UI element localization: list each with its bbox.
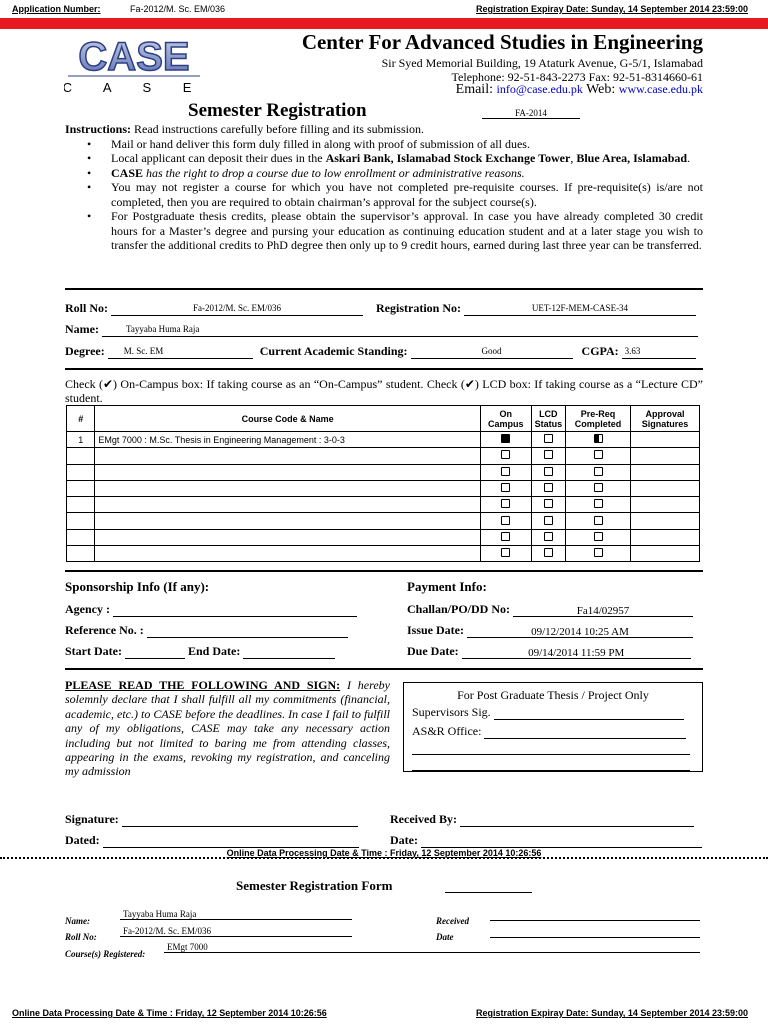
case-logo [64,34,204,96]
table-row [67,497,700,513]
row-prereq-cell [566,448,631,464]
row-approval[interactable] [630,546,699,562]
row-approval[interactable] [630,529,699,545]
name-value: Tayyaba Huma Raja [102,324,698,337]
top-bar [0,0,768,18]
received-row [390,812,694,827]
roll-value: Fa-2012/M. Sc. EM/036 [111,303,363,316]
received-label: Received By: [390,812,457,826]
issue-value: 09/12/2014 10:25 AM [467,626,693,638]
row-prereq-cell [566,513,631,529]
lcd-checkbox[interactable] [544,434,553,443]
row-approval[interactable] [630,497,699,513]
on-checkbox[interactable] [501,499,510,508]
row-prereq-cell [566,529,631,545]
instructions-intro: Read instructions carefully before filling and its submission. [134,122,424,136]
col-on-campus: On Campus [480,406,531,432]
cut-line [0,857,768,859]
footer-expiry: Registration Expiray Date: Sunday, 14 September 2014 23:59:00 [476,1008,748,1018]
signature-row [65,812,358,827]
col-number: # [67,406,95,432]
on-checkbox[interactable] [501,516,510,525]
challan-label: Challan/PO/DD No: [407,602,511,616]
on-checkbox[interactable] [501,434,510,443]
prereq-checkbox[interactable] [594,450,603,459]
lcd-checkbox[interactable] [544,516,553,525]
row-lcd-cell [531,448,565,464]
col-course: Course Code & Name [95,406,480,432]
row-on-cell [480,497,531,513]
row-number [67,480,95,496]
declaration-heading: PLEASE READ THE FOLLOWING AND SIGN: [65,678,341,692]
payment-title: Payment Info: [407,579,487,594]
registration-row [376,301,696,316]
row-approval[interactable] [630,464,699,480]
registration-expiry: Registration Expiray Date: Sunday, 14 September 2014 23:59:00 [476,4,748,14]
name-label: Name [65,322,95,336]
agency-label: Agency : [65,602,110,616]
standing-label: Current Academic Standing: [259,344,408,358]
web-link[interactable]: www.case.edu.pk [618,82,703,96]
col-approval: Approval Signatures [630,406,699,432]
row-course: EMgt 7000 : M.Sc. Thesis in Engineering Management : 3-0-3 [95,432,480,448]
check-instructions: Check (✔) On-Campus box: If taking course as an “On-Campus” student. Check (✔) LCD box: If taking course as a “Lecture CD” student. [65,377,703,405]
due-label: Due Date: [407,644,459,658]
asr-extra-line[interactable] [412,743,690,755]
roll-label: Roll No [65,301,104,315]
prereq-checkbox[interactable] [594,532,603,541]
lcd-checkbox[interactable] [544,548,553,557]
processing-timestamp: Online Data Processing Date & Time : Friday, 12 September 2014 10:26:56 [226,848,542,858]
name-row: Name: Tayyaba Huma Raja [65,322,698,337]
slip-courses-label: Course(s) Registered: [65,949,146,959]
instruction-item: • You may not register a course for which you have not completed pre-requisite courses. If pre-requisite(s) is/are not completed, then you are required to obtain chairman’s approval for the subject course(s). [65,180,703,209]
slip-roll-row [65,927,97,945]
logo-text: CASE [78,35,190,79]
dated-row [65,833,359,848]
start-date-label: Start Date: [65,644,122,658]
due-row [407,644,691,659]
cgpa-label: CGPA: [581,344,619,358]
on-checkbox[interactable] [501,548,510,557]
slip-date-label: Date [436,932,454,942]
asr-field[interactable] [484,727,686,739]
row-lcd-cell [531,480,565,496]
challan-row [407,602,693,617]
row-number [67,529,95,545]
row-course [95,546,480,562]
degree-row: Degree: M. Sc. EM Current Academic Standing: Good CGPA: 3.63 [65,344,696,359]
prereq-checkbox[interactable] [594,516,603,525]
row-number [67,546,95,562]
sponsorship-title: Sponsorship Info (If any): [65,579,210,594]
slip-roll-label: Roll No: [65,932,97,942]
row-prereq-cell [566,497,631,513]
table-row [67,529,700,545]
degree-value: M. Sc. EM [108,346,253,359]
row-on-cell [480,513,531,529]
row-prereq-cell [566,546,631,562]
lcd-checkbox[interactable] [544,467,553,476]
footer-processing: Online Data Processing Date & Time : Friday, 12 September 2014 10:26:56 [12,1008,327,1018]
row-approval[interactable] [630,432,699,448]
prereq-checkbox[interactable] [594,548,603,557]
row-number: 1 [67,432,95,448]
row-lcd-cell [531,432,565,448]
row-course [95,513,480,529]
declaration [65,678,390,779]
signature-label: Signature: [65,812,119,826]
end-date-label: End Date: [187,644,241,658]
row-on-cell [480,546,531,562]
instructions [65,122,703,253]
supervisor-row [412,705,702,720]
lcd-checkbox[interactable] [544,483,553,492]
table-row [67,513,700,529]
divider [65,570,703,572]
row-on-cell [480,464,531,480]
supervisor-label: Supervisors Sig. [412,705,491,719]
table-row [67,546,700,562]
telephone-line: Telephone: 92-51-843-2273 Fax: 92-51-8314660-61 [451,70,703,84]
lcd-checkbox[interactable] [544,532,553,541]
agency-row [65,602,357,617]
instruction-item: • Local applicant can deposit their dues in the Askari Bank, Islamabad Stock Exchange Tower, Blue Area, Islamabad. [65,151,703,166]
row-number [67,464,95,480]
email-label: Email: [455,82,493,97]
application-number-label: Application Number: [12,4,101,14]
lcd-checkbox[interactable] [544,450,553,459]
reference-row [65,623,348,638]
instruction-item: • CASE has the right to drop a course due to low enrollment or administrative reasons. [65,166,703,181]
registration-value: UET-12F-MEM-CASE-34 [464,303,696,316]
signature-field[interactable] [122,815,358,827]
on-checkbox[interactable] [501,483,510,492]
challan-value: Fa14/02957 [513,605,693,617]
row-prereq-cell [566,480,631,496]
table-row [67,432,700,448]
row-course [95,529,480,545]
slip-received-label: Received [436,916,469,926]
col-prereq: Pre-Req Completed [566,406,631,432]
row-on-cell [480,432,531,448]
agency-field[interactable] [113,605,357,617]
date-label: Date: [390,833,418,847]
slip-roll-value: Fa-2012/M. Sc. EM/036 [120,926,352,937]
on-checkbox[interactable] [501,467,510,476]
roll-row: Roll No: Fa-2012/M. Sc. EM/036 [65,301,363,316]
row-course [95,464,480,480]
red-banner [0,18,768,29]
row-course [95,480,480,496]
date-field[interactable] [421,836,702,848]
prereq-checkbox[interactable] [594,499,603,508]
prereq-checkbox[interactable] [594,483,603,492]
row-lcd-cell [531,464,565,480]
row-lcd-cell [531,546,565,562]
web-label: Web: [586,82,616,97]
application-number-value: Fa-2012/M. Sc. EM/036 [130,4,226,14]
asr-label: AS&R Office: [412,724,482,738]
row-approval[interactable] [630,448,699,464]
supervisor-field[interactable] [494,708,684,720]
thesis-box-title: For Post Graduate Thesis / Project Only [457,688,649,702]
due-value: 09/14/2014 11:59 PM [462,647,691,659]
asr-extra-line[interactable] [412,759,690,771]
dated-label: Dated: [65,833,100,847]
row-approval[interactable] [630,480,699,496]
date-row [390,833,702,848]
reference-label: Reference No. : [65,623,144,637]
table-row [67,480,700,496]
email-link[interactable]: info@case.edu.pk [496,82,583,96]
row-prereq-cell [566,432,631,448]
asr-row [412,724,702,739]
reference-field[interactable] [147,626,348,638]
instruction-item: • For Postgraduate thesis credits, please obtain the supervisor’s approval. In case you have already completed 30 credit hours for a Master’s degree and pursing your education as continuing education student and at a later stage you wish to transfer the additional credits to PhD degree then only up to 9 credit hours, earned during last three year can be transferred. [65,209,703,253]
on-checkbox[interactable] [501,532,510,541]
table-row [67,448,700,464]
form-title: Semester Registration [188,100,367,121]
logo-letters: C A S E [64,80,204,95]
divider [65,368,703,370]
issue-row [407,623,693,638]
row-on-cell [480,480,531,496]
slip-name-label: Name: [65,916,90,926]
degree-label: Degree [65,344,101,358]
prereq-checkbox[interactable] [594,467,603,476]
standing-value: Good [411,346,573,359]
institution-title: Center For Advanced Studies in Engineering [301,30,703,54]
on-checkbox[interactable] [501,450,510,459]
divider [65,288,703,290]
lcd-checkbox[interactable] [544,499,553,508]
dates-row [65,644,335,659]
semester-code: FA-2014 [482,108,580,119]
declaration-text: I hereby solemnly declare that I shall fulfill all my commitments (financial, academic, etc.) to CASE before the deadlines. In case I fail to fulfill any of my obligations, CASE may take any necessary action including but not limited to baring me from attending classes, appearing in the exams, revoking my registration, and canceling my admission [65,678,391,779]
received-field[interactable] [460,815,694,827]
row-on-cell [480,529,531,545]
slip-date-field[interactable] [490,937,700,938]
table-row [67,464,700,480]
row-number [67,497,95,513]
divider [65,668,703,670]
row-lcd-cell [531,513,565,529]
address-line: Sir Syed Memorial Building, 19 Ataturk Avenue, G-5/1, Islamabad [381,56,703,70]
instruction-item: • Mail or hand deliver this form duly filled in along with proof of submission of all dues. [65,137,703,152]
end-date-field[interactable] [243,647,335,659]
row-lcd-cell [531,529,565,545]
cgpa-value: 3.63 [622,346,696,359]
slip-title-line [445,892,532,893]
dated-field[interactable] [103,836,359,848]
slip-title: Semester Registration Form [236,878,393,893]
courses-table [66,405,700,562]
contact-line [240,82,703,98]
col-lcd: LCD Status [531,406,565,432]
row-number [67,513,95,529]
slip-courses-row [65,944,145,962]
instructions-label: Instructions: [65,122,132,136]
row-lcd-cell [531,497,565,513]
slip-name-value: Tayyaba Huma Raja [120,909,352,920]
row-number [67,448,95,464]
row-prereq-cell [566,464,631,480]
row-on-cell [480,448,531,464]
issue-label: Issue Date: [407,623,464,637]
thesis-box [403,682,703,772]
slip-received-field[interactable] [490,920,700,921]
row-course [95,448,480,464]
registration-label: Registration No: [376,301,461,315]
slip-courses-value: EMgt 7000 [164,942,700,953]
prereq-checkbox[interactable] [594,434,603,443]
row-approval[interactable] [630,513,699,529]
start-date-field[interactable] [125,647,185,659]
institution-address [240,56,703,84]
row-course [95,497,480,513]
